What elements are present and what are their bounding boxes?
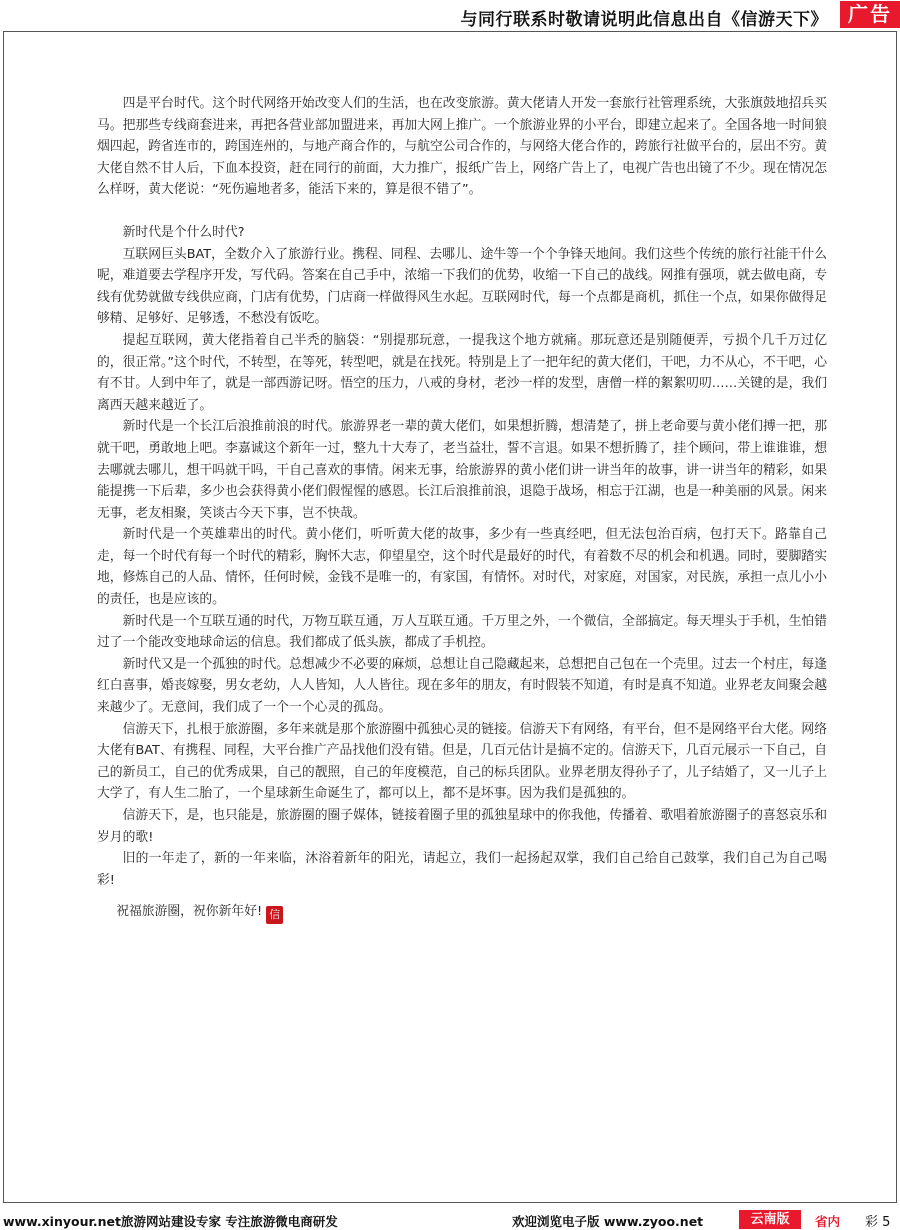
article-paragraph: 新时代是一个英雄辈出的时代。黄小佬们，听听黄大佬的故事，多少有一些真经吧，但无法包治百病，包打天下。路靠自己走，每一个时代有每一个时代的精彩，胸怀大志，仰望星空，这个时代是最好的时代，有着数不尽的机会和机遇。同时，要脚踏实地，修炼自己的人品、情怀，任何时候，金钱不是唯一的，有家国，有情怀。对时代，对家庭，对国家，对民族，承担一点儿小小的责任，也是应该的。 xyxy=(97,527,827,608)
article-paragraph: 新时代是一个互联互通的时代，万物互联互通，万人互联互通。千万里之外，一个微信，全部搞定。每天埋头于手机，生怕错过了一个能改变地球命运的信息。我们都成了低头族，都成了手机控。 xyxy=(97,613,827,651)
article-paragraph: 互联网巨头BAT，全数介入了旅游行业。携程、同程、去哪儿、途牛等一个个争锋天地间。我们这些个传统的旅行社能干什么呢，难道要去学程序开发，写代码。答案在自己手中，浓缩一下我们的优势，收缩一下自己的战线。网推有强项，就去做电商，专线有优势就做专线供应商，门店有优势，门店商一样做得风生水起。互联网时代，每一个点都是商机，抓住一个点，如果你做得足够精、足够好、足够透，不愁没有饭吃。 xyxy=(97,246,827,327)
header-notice: 与同行联系时敬请说明此信息出自《信游天下》 xyxy=(460,10,828,30)
seal-stamp-icon: 信 xyxy=(266,906,283,924)
article-paragraph: 新时代是一个长江后浪推前浪的时代。旅游界老一辈的黄大佬们，如果想折腾，想清楚了，拼上老命要与黄小佬们搏一把，那就干吧，勇敢地上吧。李嘉诚这个新年一过，整九十大寿了，老当益壮，誓不言退。如果不想折腾了，挂个顾问，带上谁谁谁，想去哪就去哪儿，想干吗就干吗，干自己喜欢的事情。闲来无事，给旅游界的黄小佬们讲一讲当年的故事，讲一讲当年的精彩，如果能提携一下后辈，多少也会获得黄小佬们假惺惺的感恩。长江后浪推前浪，退隐于战场，相忘于江湖，也是一种美丽的风景。闲来无事，老友相聚，笑谈古今天下事，岂不快哉。 xyxy=(97,419,827,521)
closing-line xyxy=(97,901,827,924)
article-paragraph: 新时代又是一个孤独的时代。总想减少不必要的麻烦，总想让自己隐藏起来，总想把自己包在一个壳里。过去一个村庄，每逢红白喜事，婚丧嫁娶，男女老幼，人人皆知，人人皆往。现在多年的朋友，有时假装不知道，有时是真不知道。业界老友间聚会越来越少了。无意间，我们成了一个一个心灵的孤岛。 xyxy=(97,656,827,716)
page-number: 彩 5 xyxy=(865,1215,891,1230)
edition-badge: 云南版 xyxy=(739,1210,801,1229)
article-paragraph: 信游天下，扎根于旅游圈，多年来就是那个旅游圈中孤独心灵的链接。信游天下有网络，有平台，但不是网络平台大佬。网络大佬有BAT、有携程、同程，大平台推广产品找他们没有错。但是，几百元估计是搞不定的。信游天下，几百元展示一下自己，自己的新员工，自己的优秀成果，自己的靓照，自己的年度模范，自己的标兵团队。业界老朋友得孙子了，儿子结婚了，又一儿子上大学了，有人生二胎了，一个星球新生命诞生了，都可以上，都不是坏事。因为我们是孤独的。 xyxy=(97,721,827,802)
region-label: 省内 xyxy=(815,1214,841,1229)
advertisement-tag: 广告 xyxy=(840,1,900,28)
page-footer xyxy=(0,1207,900,1230)
closing-text: 祝福旅游圈，祝你新年好! xyxy=(116,904,263,920)
footer-website-slogan: www.xinyour.net旅游网站建设专家 专注旅游微电商研发 xyxy=(3,1214,338,1229)
article-paragraph: 旧的一年走了，新的一年来临，沐浴着新年的阳光，请起立，我们一起扬起双掌，我们自己给自己鼓掌，我们自己为自己喝彩! xyxy=(97,851,827,888)
article-paragraph: 四是平台时代。这个时代网络开始改变人们的生活，也在改变旅游。黄大佬请人开发一套旅行社管理系统，大张旗鼓地招兵买马。把那些专线商套进来，再把各营业部加盟进来，再加大网上推广。一个旅游业界的小平台，即建立起来了。全国各地一时间狼烟四起，跨省连市的，跨国连州的，与地产商合作的，与航空公司合作的，与网络大佬合作的，跨旅行社做平台的，层出不穷。黄大佬自然不甘人后，下血本投资，赶在同行的前面，大力推广，报纸广告上，网络广告上了，电视广告也出镜了不少。现在情况怎么样呀，黄大佬说：“死伤遍地者多，能活下来的，算是很不错了”。 xyxy=(97,96,827,198)
article-paragraph: 信游天下，是，也只能是，旅游圈的圈子媒体，链接着圈子里的孤独星球中的你我他，传播着、歌唱着旅游圈子的喜怒哀乐和岁月的歌! xyxy=(97,808,827,845)
section-heading: 新时代是个什么时代? xyxy=(122,224,245,240)
page-header xyxy=(0,0,900,30)
article-body xyxy=(97,93,827,924)
article-paragraph: 提起互联网，黄大佬指着自己半秃的脑袋：“别提那玩意，一提我这个地方就痛。那玩意还是别随便弄，亏损个几千万过亿的，很正常。”这个时代，不转型，在等死，转型吧，就是在找死。特别是上了一把年纪的黄大佬们，干吧，力不从心，不干吧，心有不甘。人到中年了，就是一部西游记呀。悟空的压力，八戒的身材，老沙一样的发型，唐僧一样的絮絮叨叨……关键的是，我们离西天越来越近了。 xyxy=(97,332,827,413)
footer-digital-edition: 欢迎浏览电子版 www.zyoo.net xyxy=(512,1214,704,1229)
